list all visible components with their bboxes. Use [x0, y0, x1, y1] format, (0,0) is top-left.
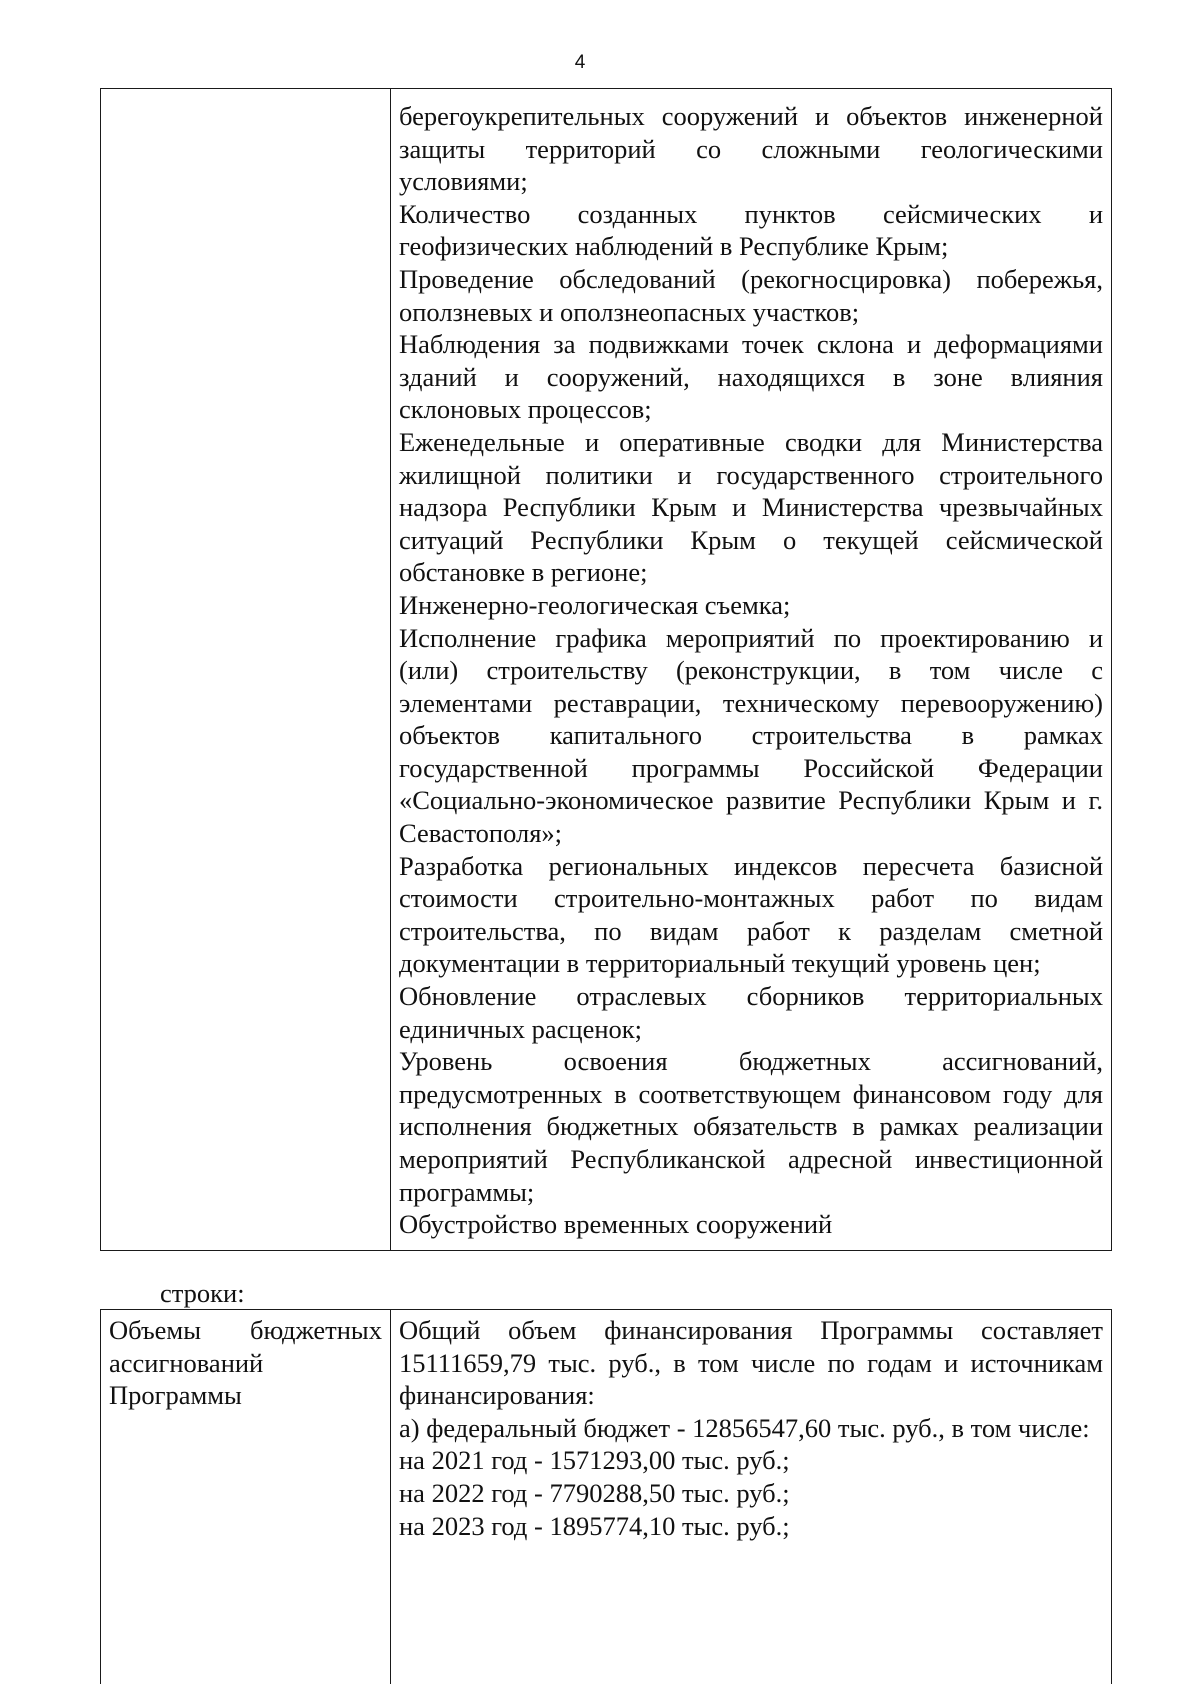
budget-year-line: на 2021 год - 1571293,00 тыс. руб.;: [399, 1445, 790, 1476]
budget-label-line: Объемы бюджетных: [109, 1315, 382, 1345]
table-row: [101, 1310, 1112, 1685]
list-item: Исполнение графика мероприятий по проектированию и (или) строительству (реконструкции, в том числе с элементами реставрации, техническому перевооружению) объектов капитального строительства в рамках государственной программы Российской Федерации «Социально-экономическое развитие Республики Крым и г. Севастополя»;: [399, 622, 1103, 849]
list-item: Обновление отраслевых сборников территориальных единичных расценок;: [399, 981, 1103, 1044]
budget-year-line: на 2022 год - 7790288,50 тыс. руб.;: [399, 1477, 790, 1508]
table-row: [101, 89, 1112, 1251]
list-item: Наблюдения за подвижками точек склона и деформациями зданий и сооружений, находящихся в зоне влияния склоновых процессов;: [399, 329, 1103, 425]
budget-paragraph: а) федеральный бюджет - 12856547,60 тыс. руб., в том числе:: [399, 1412, 1090, 1443]
list-item: Инженерно-геологическая съемка;: [399, 589, 791, 620]
section-label: строки:: [160, 1278, 245, 1308]
list-item: Проведение обследований (рекогносцировка) побережья, оползневых и оползнеопасных участков;: [399, 263, 1103, 327]
list-item: Количество созданных пунктов сейсмических и геофизических наблюдений в Республике Крым;: [399, 198, 1103, 262]
indicators-label-cell: [101, 89, 391, 1251]
budget-year-line: на 2023 год - 1895774,10 тыс. руб.;: [399, 1510, 790, 1541]
list-item: Разработка региональных индексов пересчета базисной стоимости строительно-монтажных работ по видам строительства, по видам работ к разделам сметной документации в территориальный текущий уровень цен;: [399, 850, 1103, 979]
list-item: Еженедельные и оперативные сводки для Министерства жилищной политики и государственного строительного надзора Республики Крым и Министерства чрезвычайных ситуаций Республики Крым о текущей сейсмической обстановке в регионе;: [399, 426, 1103, 588]
page-number: 4: [574, 52, 586, 73]
budget-label-cell: [101, 1310, 391, 1685]
list-item: берегоукрепительных сооружений и объектов инженерной защиты территорий со сложными геологическими условиями;: [399, 101, 1103, 197]
budget-label-line: ассигнований: [109, 1347, 264, 1378]
budget-table: [100, 1309, 1112, 1684]
budget-label-line: Программы: [109, 1380, 242, 1411]
list-item: Обустройство временных сооружений: [399, 1209, 833, 1240]
indicators-table: [100, 88, 1112, 1251]
list-item: Уровень освоения бюджетных ассигнований, предусмотренных в соответствующем финансовом году для исполнения бюджетных обязательств в рамках реализации мероприятий Республиканской адресной инвестиционной программы;: [399, 1046, 1103, 1207]
budget-details-cell: [391, 1310, 1112, 1685]
budget-paragraph: Общий объем финансирования Программы составляет 15111659,79 тыс. руб., в том числе по годам и источникам финансирования:: [399, 1315, 1103, 1411]
indicators-list-cell: [391, 89, 1112, 1251]
